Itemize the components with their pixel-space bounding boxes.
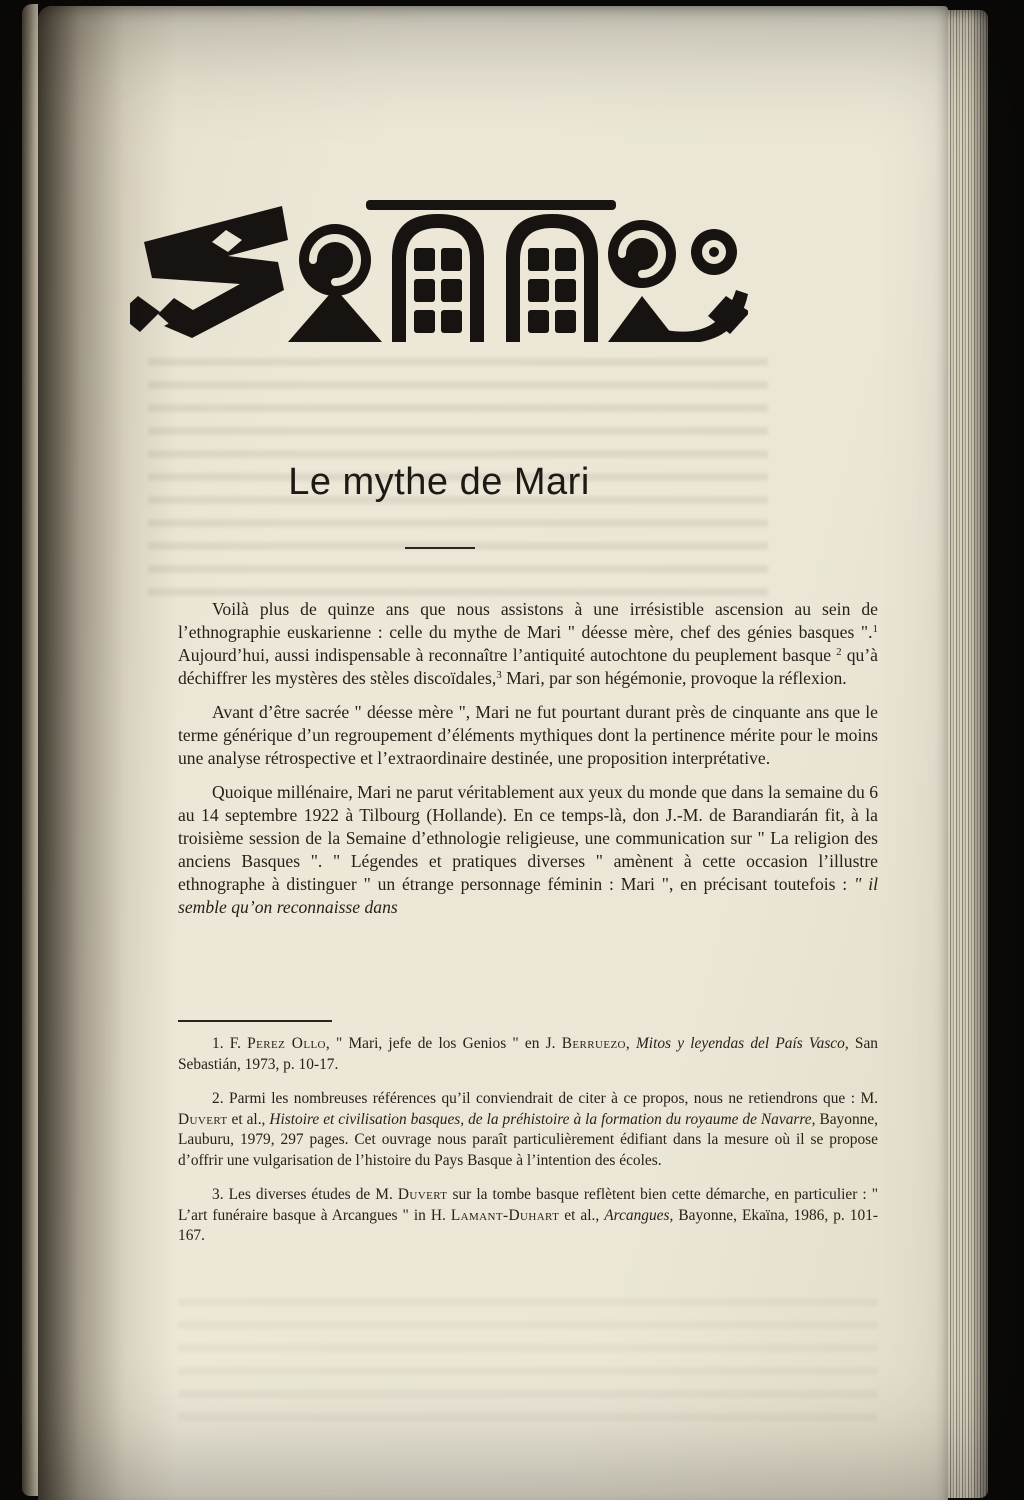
text-segment: et al., [227,1110,270,1128]
text-segment: 2. Parmi les nombreuses références qu’il conviendrait de citer à ce propos, nous ne retiendrons que : M. [212,1090,878,1107]
text-segment: Aujourd’hui, aussi indispensable à reconnaître l’antiquité autochtone du peuplement basque [178,645,837,665]
footnote-divider [178,1020,332,1022]
text-segment: , [625,1035,636,1052]
basque-frieze-ornament-icon [130,196,748,342]
footnote-marker: 2 [836,646,842,658]
text-segment: San Sebastián, 1973, p. 10-17. [178,1035,878,1073]
footnote-marker: 1 [872,623,878,635]
footnote [178,1185,878,1247]
text-segment: et al., [559,1206,605,1224]
verso-show-through [178,1298,878,1424]
paragraph [178,701,878,770]
binding-underpages [22,4,38,1496]
book-page [38,6,948,1500]
text-segment: Berruezo [561,1035,626,1052]
text-segment: Mari, par son hégémonie, provoque la réflexion. [501,668,847,688]
title-divider [405,547,475,549]
page-title: Le mythe de Mari [288,461,590,503]
text-segment: Voilà plus de quinze ans que nous assistons à une irrésistible ascension au sein de l’ethnographie euskarienne : celle du mythe de Mari " déesse mère, chef des génies basques ". [178,599,878,642]
footnote-marker: 3 [496,669,502,681]
body-paragraphs [178,598,878,930]
text-segment: Quoique millénaire, Mari ne parut véritablement aux yeux du monde que dans la semaine du 6 au 14 septembre 1922 à Tilbourg (Hollande). En ce temps-là, don J.-M. de Barandiarán fit, à la troisième session de la Semaine d’ethnologie religieuse, une communication sur " La religion des anciens Basques ". " Légendes et pratiques diverses " amènent à cette occasion l’illustre ethnographe à distinguer " un étrange personnage féminin : Mari ", en précisant toutefois : [178,782,878,894]
fore-edge-page-stack [948,10,988,1498]
text-segment: Duvert [397,1186,448,1203]
text-segment: , " Mari, jefe de los Genios " en J. [325,1035,562,1052]
text-segment: Perez Ollo [247,1035,326,1052]
text-segment: Arcangues, [604,1206,674,1224]
text-segment: Avant d’être sacrée " déesse mère ", Mari ne fut pourtant durant près de cinquante ans que le terme générique d’un regroupement d’éléments mythiques dont la pertinence mérite pour le moins une analyse rétrospective et l’extraordinaire destinée, une proposition interprétative. [178,702,878,768]
text-segment: Histoire et civilisation basques, de la préhistoire à la formation du royaume de Navarre, [269,1110,816,1128]
text-segment: Lamant-Duhart [450,1206,560,1224]
text-segment: Bayonne, Lauburu, 1979, 297 pages. Cet ouvrage nous paraît particulièrement édifiant dans la mesure où il se propose d’offrir une vulgarisation de l’histoire du Pays Basque à l’intention des écoles. [178,1110,879,1169]
paragraph [178,781,878,919]
text-segment: 1. F. [212,1035,248,1052]
footnotes [178,1034,878,1261]
footnote [178,1089,878,1171]
text-segment: " il semble qu’on reconnaisse dans [178,874,878,917]
footnote [178,1034,878,1075]
text-segment: Duvert [178,1110,228,1128]
text-segment: Mitos y leyendas del País Vasco, [635,1035,849,1052]
text-segment: qu’à déchiffrer les mystères des stèles discoïdales, [178,645,878,688]
text-segment: Bayonne, Ekaïna, 1986, p. 101-167. [178,1206,879,1244]
text-segment: 3. Les diverses études de M. [212,1186,398,1203]
text-segment: sur la tombe basque reflètent bien cette démarche, en particulier : " L’art funéraire basque à Arcangues " in H. [178,1186,878,1224]
paragraph [178,598,878,690]
